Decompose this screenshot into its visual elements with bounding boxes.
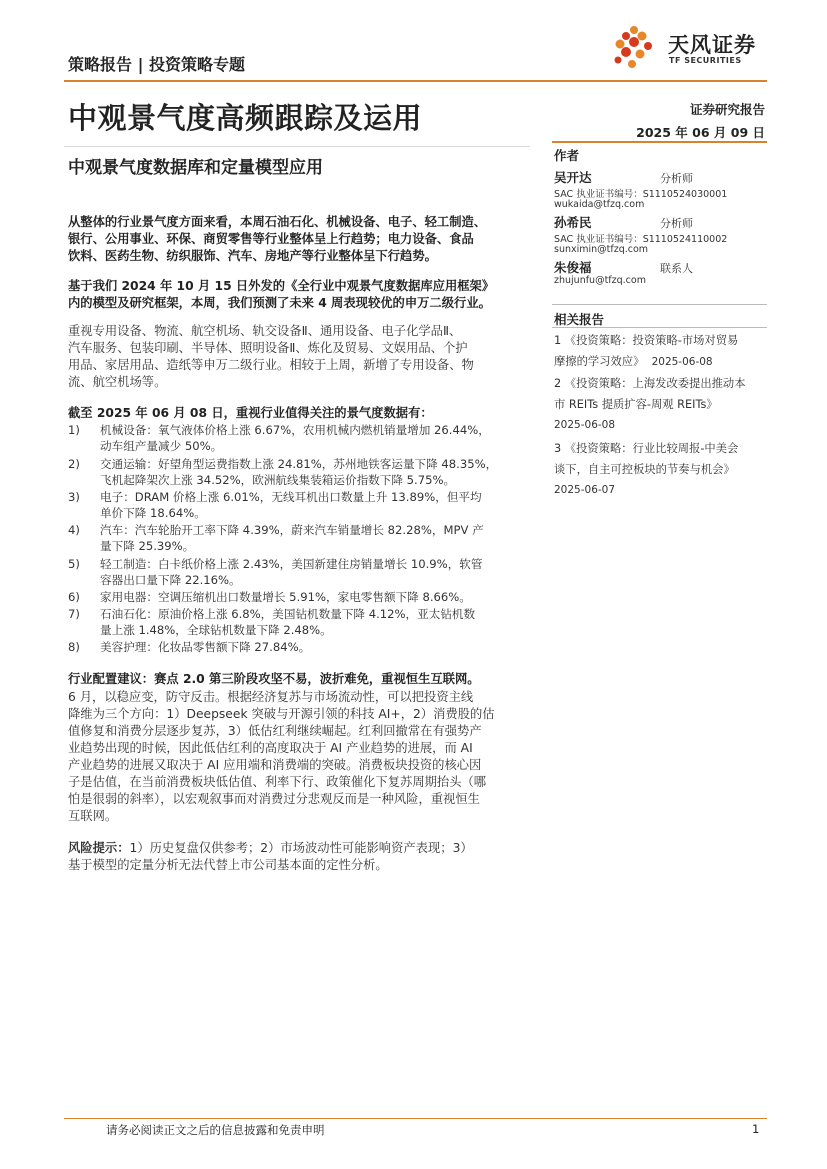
list-number: 8) (68, 640, 80, 654)
text-line: 互联网。 (68, 809, 118, 823)
author-card (554, 168, 767, 213)
related-report-date: 2025-06-08 (651, 356, 713, 368)
related-report-line: 1 《投资策略：投资策略-市场对贸易 (554, 334, 739, 347)
allocation-heading: 行业配置建议：赛点 2.0 第三阶段攻坚不易，波折难免，重视恒生互联网。 (68, 672, 480, 686)
related-report-line: 市 REITs 提质扩容-周观 REITs》 (554, 398, 718, 411)
text-line: 内的模型及研究框架，本周，我们预测了未来 4 周表现较优的申万二级行业。 (68, 296, 491, 310)
text-line: 饮料、医药生物、纺织服饰、汽车、房地产等行业整体呈下行趋势。 (68, 249, 437, 263)
author-cert: SAC 执业证书编号：S1110524110002 (554, 234, 728, 245)
text-line: 美容护理：化妆品零售额下降 27.84%。 (100, 640, 311, 654)
author-role: 联系人 (660, 262, 693, 275)
text-line: 值修复和消费分层逐步复苏，3）低估红利继续崛起。红利回撤常在有强势产 (68, 724, 482, 738)
text-line: 容器出口量下降 22.16%。 (100, 572, 241, 587)
author-cert: SAC 执业证书编号：S1110524030001 (554, 189, 728, 200)
report-type: 证券研究报告 (689, 102, 765, 117)
author-email[interactable]: wukaida@tfzq.com (554, 199, 645, 210)
text-line: 产业趋势的进展又取决于 AI 应用端和消费端的突破。消费板块投资的核心因 (68, 758, 482, 772)
text-line: 重视专用设备、物流、航空机场、轨交设备Ⅱ、通用设备、电子化学品Ⅱ、 (68, 324, 462, 338)
industry-recommendation (68, 323, 534, 391)
related-report-date: 2025-06-08 (554, 419, 616, 431)
author-name: 孙希民 (554, 215, 592, 230)
text-line: 轻工制造：白卡纸价格上涨 2.43%，美国新建住房销量增长 10.9%，软管 (100, 557, 483, 571)
header-divider (64, 80, 767, 82)
related-divider (552, 304, 767, 305)
author-role: 分析师 (660, 172, 693, 185)
text-line: 基于我们 2024 年 10 月 15 日外发的《全行业中观景气度数据库应用框架》 (68, 279, 495, 293)
brand-name: 天风证券 (668, 33, 756, 57)
allocation-body (68, 689, 534, 825)
text-line: 电子：DRAM 价格上涨 6.01%，无线耳机出口数量上升 13.89%，但平均 (100, 490, 482, 504)
report-date: 2025 年 06 月 09 日 (636, 125, 765, 140)
author-name: 吴开达 (554, 170, 592, 185)
author-email[interactable]: sunximin@tfzq.com (554, 244, 649, 255)
risk-text: 1）历史复盘仅供参考；2）市场波动性可能影响资产表现；3） (129, 841, 473, 855)
text-line: 机械设备：氧气液体价格上涨 6.67%，农用机械内燃机销量增加 26.44%， (100, 423, 490, 437)
model-summary (68, 278, 534, 312)
risk-warning (68, 840, 534, 874)
text-line: 基于模型的定量分析无法代替上市公司基本面的定性分析。 (68, 858, 388, 872)
authors-heading: 作者 (554, 148, 580, 163)
title-divider (64, 146, 530, 147)
text-line: 降维为三个方向：1）Deepseek 突破与开源引领的科技 AI+，2）消费股的估 (68, 707, 495, 721)
text-line: 飞机起降架次上涨 34.52%，欧洲航线集装箱运价指数下降 5.75%。 (100, 472, 456, 487)
list-number: 6) (68, 590, 80, 604)
text-line: 业趋势出现的时候，因此低估红利的高度取决于 AI 产业趋势的进展，而 AI (68, 741, 473, 755)
text-line: 单价下降 18.64%。 (100, 505, 206, 520)
list-number: 3) (68, 490, 80, 504)
text-line: 从整体的行业景气度方面来看，本周石油石化、机械设备、电子、轻工制造、 (68, 215, 487, 229)
author-name: 朱俊福 (554, 260, 592, 275)
sidebar-divider (552, 141, 767, 143)
text-line: 交通运输：好望角型运费指数上涨 24.81%，苏州地铁客运量下降 48.35%， (100, 457, 498, 471)
page-number: 1 (752, 1122, 760, 1136)
footer-divider (64, 1118, 767, 1119)
text-line: 动车组产量减少 50%。 (100, 438, 223, 453)
brand-name-en: TF SECURITIES (669, 56, 742, 65)
author-card (554, 213, 767, 258)
report-category: 策略报告 | 投资策略专题 (68, 55, 245, 74)
text-line: 流、航空机场等。 (68, 375, 167, 389)
text-line: 怕是很弱的斜率），以宏观叙事而对消费过分悲观反而是一种风险，重视恒生 (68, 792, 480, 806)
related-report-date: 2025-06-07 (554, 484, 616, 496)
data-heading: 截至 2025 年 06 月 08 日，重视行业值得关注的景气度数据有： (68, 406, 433, 420)
list-number: 2) (68, 457, 80, 471)
list-number: 7) (68, 607, 80, 621)
text-line (68, 840, 534, 857)
author-email[interactable]: zhujunfu@tfzq.com (554, 275, 646, 286)
text-line: 银行、公用事业、环保、商贸零售等行业整体呈上行趋势；电力设备、食品 (68, 232, 474, 246)
related-report[interactable] (554, 373, 767, 436)
related-report-title-end: 摩擦的学习效应》 (554, 355, 645, 368)
author-card (554, 258, 767, 290)
related-report-line: 2 《投资策略：上海发改委提出推动本 (554, 377, 746, 390)
text-line: 6 月，以稳应变，防守反击。根据经济复苏与市场流动性，可以把投资主线 (68, 690, 474, 704)
text-line: 汽车：汽车轮胎开工率下降 4.39%，蔚来汽车销量增长 82.28%，MPV 产 (100, 523, 484, 537)
related-divider (552, 327, 767, 328)
footer-disclaimer[interactable]: 请务必阅读正文之后的信息披露和免责申明 (106, 1123, 325, 1137)
intro-summary (68, 214, 534, 265)
related-report[interactable] (554, 438, 767, 501)
text-line: 量下降 25.39%。 (100, 538, 195, 553)
report-subtitle: 中观景气度数据库和定量模型应用 (68, 158, 323, 178)
related-heading: 相关报告 (554, 312, 605, 327)
related-report-line: 3 《投资策略：行业比较周报-中美会 (554, 442, 739, 455)
list-number: 1) (68, 423, 80, 437)
related-report-line: 谈下，自主可控板块的节奏与机会》 (554, 463, 735, 476)
related-report[interactable] (554, 330, 767, 373)
risk-label: 风险提示： (68, 841, 130, 855)
list-number: 5) (68, 557, 80, 571)
text-line: 家用电器：空调压缩机出口数量增长 5.91%，家电零售额下降 8.66%。 (100, 590, 471, 604)
related-report-line (554, 351, 767, 373)
report-title: 中观景气度高频跟踪及运用 (68, 101, 423, 135)
data-list (68, 423, 534, 658)
author-role: 分析师 (660, 217, 693, 230)
text-line: 用品、家居用品、造纸等申万二级行业。相较于上周，新增了专用设备、物 (68, 358, 474, 372)
text-line: 子是估值，在当前消费板块低估值、利率下行、政策催化下复苏周期抬头（哪 (68, 775, 487, 789)
text-line: 石油石化：原油价格上涨 6.8%，美国钻机数量下降 4.12%，亚太钻机数 (100, 607, 476, 621)
text-line: 量上涨 1.48%，全球钻机数量下降 2.48%。 (100, 622, 332, 637)
text-line: 汽车服务、包装印刷、半导体、照明设备Ⅱ、炼化及贸易、文娱用品、个护 (68, 341, 468, 355)
list-number: 4) (68, 523, 80, 537)
